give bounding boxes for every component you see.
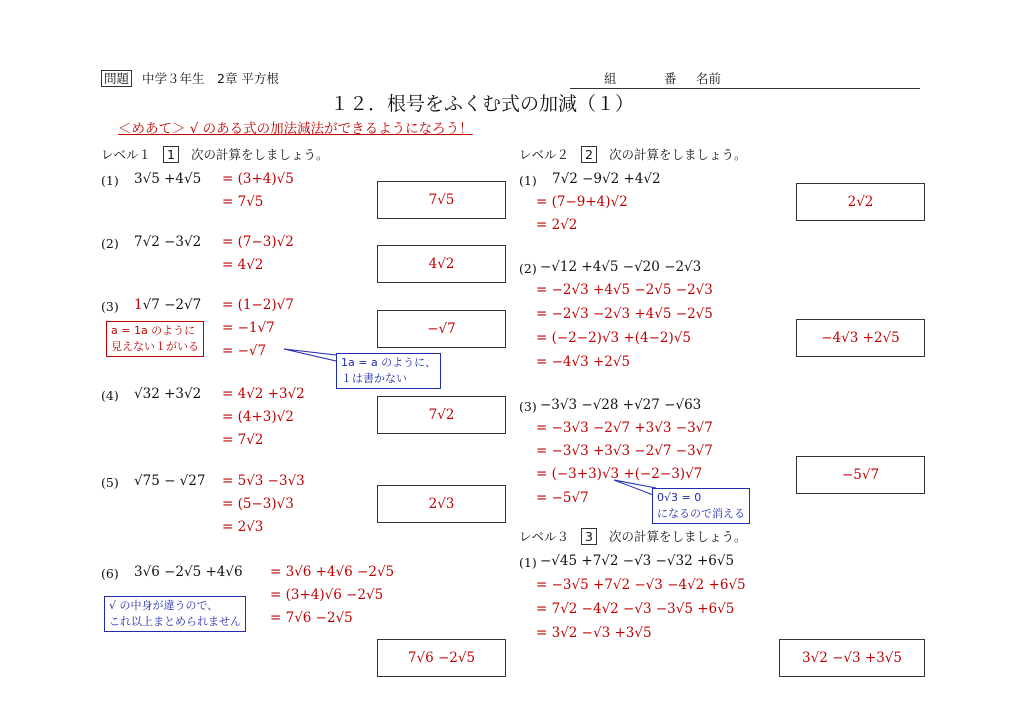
l1-p2-number: (2) [101, 236, 119, 251]
l2-p3-number: (3) [519, 399, 537, 414]
l3-p1-answer-box: 3√2 −√3 +3√5 [779, 639, 925, 677]
l2-p3-step2: = −3√3 +3√3 −2√7 −3√7 [536, 443, 713, 459]
l2-p2-answer-box: −4√3 +2√5 [796, 319, 925, 357]
l1-p3-step1: = (1−2)√7 [222, 297, 294, 313]
course-label: 中学３年生 2章 平方根 [142, 71, 279, 86]
l2-p1-answer-box: 2√2 [796, 183, 925, 221]
no-write-pointer [280, 345, 340, 365]
level1-heading [101, 148, 328, 162]
l1-p1-step1: = (3+4)√5 [222, 171, 294, 187]
l1-p1-step2: = 7√5 [222, 194, 264, 210]
l1-p4-answer-box: 7√2 [377, 396, 506, 434]
l2-p3-step1: = −3√3 −2√7 +3√3 −3√7 [536, 420, 713, 436]
level3-heading [519, 530, 746, 544]
l1-p4-question: √32 +3√2 [134, 386, 202, 402]
l2-p2-step4: = −4√3 +2√5 [536, 354, 631, 370]
level2-number: 2 [581, 146, 597, 163]
hidden-one-note-line1: a = 1a のように [111, 324, 196, 337]
hidden-one-note-line2: 見えない１がいる [111, 339, 199, 353]
l2-p2-number: (2) [519, 261, 537, 276]
l1-p4-step3: = 7√2 [222, 432, 264, 448]
l1-p5-number: (5) [101, 475, 119, 490]
l1-p3-step2: = −1√7 [222, 320, 275, 336]
l1-p2-step2: = 4√2 [222, 257, 264, 273]
no-write-note-line1: 1a = a のように、 [341, 356, 437, 369]
no-write-note-line2: １は書かない [341, 371, 407, 385]
l1-p5-step1: = 5√3 −3√3 [222, 473, 305, 489]
l1-p6-step1: = 3√6 +4√6 −2√5 [270, 564, 395, 580]
l1-p3-hidden-one: 1 [134, 297, 143, 313]
different-root-note [104, 596, 246, 632]
l1-p5-question: √75 − √27 [134, 473, 206, 489]
l1-p3-number: (3) [101, 299, 119, 314]
level3-label: レベル３ [519, 529, 570, 544]
different-root-note-line2: これ以上まとめられません [109, 614, 241, 628]
l1-p2-question: 7√2 −3√2 [134, 234, 202, 250]
page-title: １２．根号をふくむ式の加減（１） [330, 93, 635, 115]
level2-heading [519, 148, 746, 162]
l1-p4-number: (4) [101, 388, 119, 403]
l2-p3-answer-box: −5√7 [796, 456, 925, 494]
l3-p1-step2: = 7√2 −4√2 −√3 −3√5 +6√5 [536, 601, 735, 617]
no-write-one-note [336, 353, 441, 389]
l1-p6-question: 3√6 −2√5 +4√6 [134, 564, 243, 580]
l3-p1-step3: = 3√2 −√3 +3√5 [536, 625, 652, 641]
level3-number: 3 [581, 528, 597, 545]
level1-number: 1 [163, 146, 179, 163]
l3-p1-step1: = −3√5 +7√2 −√3 −4√2 +6√5 [536, 577, 746, 593]
l1-p1-number: (1) [101, 173, 119, 188]
l1-p3-question: √7 −2√7 [142, 297, 202, 313]
l1-p3-step3: = −√7 [222, 343, 267, 359]
number-label: 番 [664, 71, 677, 86]
l2-p2-step2: = −2√3 −2√3 +4√5 −2√5 [536, 306, 713, 322]
l2-p3-step4: = −5√7 [536, 490, 589, 506]
vanish-note-line1: 0√3 = 0 [657, 491, 702, 504]
l1-p3-answer-box: −√7 [377, 310, 506, 348]
level2-label: レベル２ [519, 147, 570, 162]
header-left [101, 72, 279, 86]
l1-p6-answer-box: 7√6 −2√5 [377, 639, 506, 677]
l2-p1-step2: = 2√2 [536, 217, 578, 233]
different-root-note-line1: √ の中身が違うので、 [109, 599, 219, 612]
l1-p6-step3: = 7√6 −2√5 [270, 610, 353, 626]
l1-p1-question: 3√5 +4√5 [134, 171, 202, 187]
l2-p2-step1: = −2√3 +4√5 −2√5 −2√3 [536, 282, 713, 298]
l1-p4-step2: = (4+3)√2 [222, 409, 294, 425]
l1-p1-answer-box: 7√5 [377, 181, 506, 219]
goal-statement: ＜めあて＞ √ のある式の加法減法ができるようになろう！ [118, 121, 473, 137]
l1-p4-step1: = 4√2 +3√2 [222, 386, 305, 402]
l3-p1-number: (1) [519, 555, 537, 570]
l1-p5-step3: = 2√3 [222, 519, 264, 535]
hidden-one-note [106, 321, 204, 357]
l2-p3-step3: = (−3+3)√3 +(−2−3)√7 [536, 466, 703, 482]
problem-tag: 問題 [101, 70, 132, 87]
level1-label: レベル１ [101, 147, 152, 162]
l1-p6-step2: = (3+4)√6 −2√5 [270, 587, 384, 603]
l2-p1-question: 7√2 −9√2 +4√2 [552, 171, 661, 187]
vanish-note-line2: になるので消える [657, 506, 745, 520]
l3-p1-question: −√45 +7√2 −√3 −√32 +6√5 [540, 553, 735, 569]
level1-instruction: 次の計算をしましょう。 [190, 147, 329, 162]
class-label: 組 [604, 71, 617, 86]
l2-p1-number: (1) [519, 173, 537, 188]
l2-p2-question: −√12 +4√5 −√20 −2√3 [540, 259, 702, 275]
l1-p5-answer-box: 2√3 [377, 485, 506, 523]
l2-p1-step1: = (7−9+4)√2 [536, 194, 628, 210]
l2-p3-question: −3√3 −√28 +√27 −√63 [540, 397, 702, 413]
name-label: 名前 [696, 71, 722, 86]
l1-p5-step2: = (5−3)√3 [222, 496, 294, 512]
l1-p2-step1: = (7−3)√2 [222, 234, 294, 250]
level2-instruction: 次の計算をしましょう。 [608, 147, 747, 162]
level3-instruction: 次の計算をしましょう。 [608, 529, 747, 544]
vanish-note [652, 488, 750, 524]
l2-p2-step3: = (−2−2)√3 +(4−2)√5 [536, 330, 691, 346]
l1-p2-answer-box: 4√2 [377, 245, 506, 283]
l1-p6-number: (6) [101, 566, 119, 581]
l1-p3-question-line [134, 298, 201, 314]
name-underline [570, 88, 920, 89]
